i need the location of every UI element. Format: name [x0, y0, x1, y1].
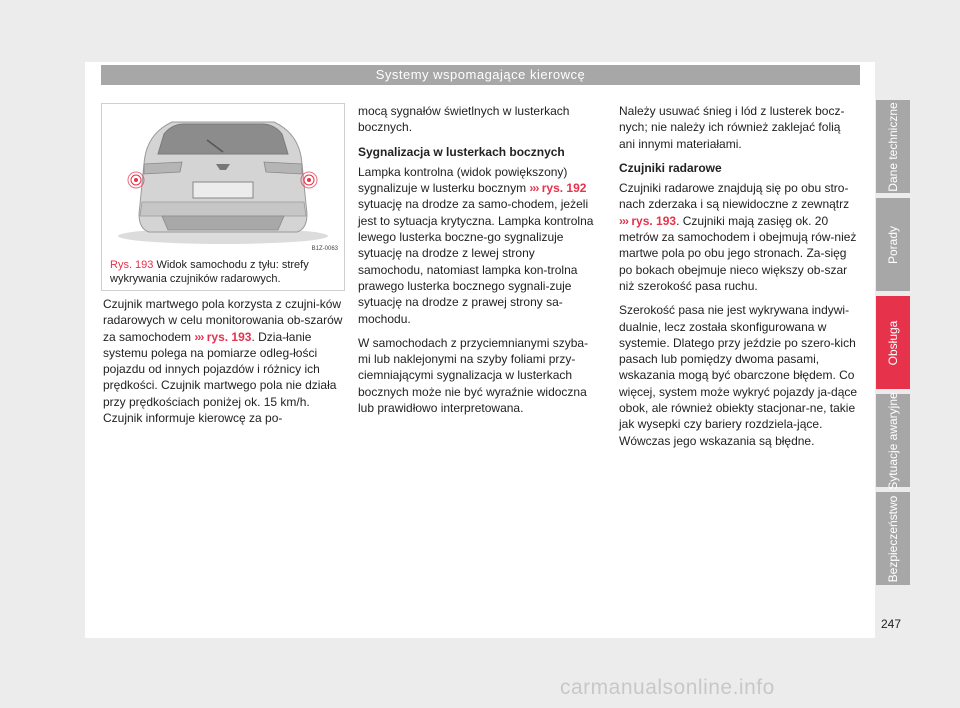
page-number: 247 — [880, 617, 902, 631]
figure-193 — [101, 103, 345, 291]
figure-caption-text: Widok samochodu z tyłu: strefy wykrywania czujników radarowych. — [110, 259, 309, 285]
paragraph-text: Czujnik martwego pola korzysta z czujni-ków radarowych w celu monitorowania ob-szarów za samochodem — [103, 297, 343, 344]
tab-bezpieczenstwo[interactable] — [876, 492, 910, 585]
text-column-2 — [358, 103, 600, 424]
arrows-ref-icon: ››› — [619, 213, 628, 228]
text-column-3 — [619, 103, 859, 457]
tab-obsluga[interactable] — [876, 296, 910, 389]
figure-code: B1Z-0063 — [311, 246, 338, 252]
figure-link[interactable]: rys. 193 — [206, 329, 252, 344]
figure-link[interactable]: rys. 193 — [631, 213, 677, 228]
paragraph-text: . Dzia-łanie systemu polega na pomiarze odleg-łości pojazdu od innych pojazdów i różnicy ich prędkości. Czujnik martwego pola nie działa przy prędkościach poniżej ok. 15 km/h. Czujnik informuje kierowcę za po- — [103, 329, 337, 426]
paragraph: mocą sygnałów świetlnych w lusterkach bocznych. — [358, 104, 570, 135]
watermark: carmanualsonline.info — [560, 676, 775, 699]
tab-porady[interactable] — [876, 198, 910, 291]
paragraph-text: sytuację na drodze za samo-chodem, jeżeli jest to sytuacja krytyczna. Lampka kontrolna lewego lusterka boczne-go sygnalizuje sytuację na drodze z lewej strony samochodu, natomiast lampka kon-trolna prawego lusterka bocznego sygnali-zuje sytuację na drodze z prawej strony sa-mochodu. — [358, 197, 594, 326]
arrows-ref-icon: ››› — [194, 329, 204, 344]
tab-label: Sytuacje awaryjne — [886, 391, 900, 490]
paragraph-text: Lampka kontrolna (widok powiększony) sygnalizuje w lusterku bocznym — [358, 164, 568, 196]
car-rear-illustration — [102, 104, 344, 254]
paragraph — [358, 164, 600, 327]
tab-label: Obsługa — [886, 320, 900, 365]
paragraph — [103, 296, 343, 426]
subheading: Czujniki radarowe — [619, 160, 722, 175]
paragraph: Należy usuwać śnieg i lód z lusterek bocz-nych; nie należy ich również zaklejać folią ani innymi materiałami. — [619, 104, 845, 151]
paragraph — [619, 180, 859, 294]
section-header: Systemy wspomagające kierowcę — [101, 65, 860, 85]
tab-label: Porady — [886, 225, 900, 264]
paragraph: Szerokość pasa nie jest wykrywana indywi-dualnie, lecz została skonfigurowana w systemie. Dlatego przy jeździe po szero-kich pasach lub pomiędzy dwoma pasami, wskazania mogą być obarczone błędem. Co więcej, system może wykryć pojazdy ja-dące obok, ale również obiekty stacjonar-ne, takie jak wysepki czy bariery rozdziela-jące. Wówczas jego wskazania są błędne. — [619, 303, 858, 448]
figure-link[interactable]: rys. 192 — [541, 181, 587, 196]
paragraph-text: . Czujniki mają zasięg ok. 20 metrów za samochodem i obejmują rów-nież martwe pola po obu jego stronach. Za-sięg po bokach obejmuje nieco większy ob-szar niż szerokość pasa ruchu. — [619, 213, 857, 293]
paragraph-text: Czujniki radarowe znajdują się po obu stro-nach zderzaka i są niewidoczne z zewnątrz — [619, 181, 850, 212]
arrows-ref-icon: ››› — [529, 181, 539, 196]
text-column-1 — [103, 296, 343, 434]
tab-label: Bezpieczeństwo — [886, 495, 900, 582]
figure-caption-ref: Rys. 193 — [110, 259, 154, 271]
subheading: Sygnalizacja w lusterkach bocznych — [358, 144, 565, 159]
tab-label: Dane techniczne — [886, 101, 900, 192]
tab-sytuacje-awaryjne[interactable] — [876, 391, 910, 490]
paragraph: W samochodach z przyciemnianymi szyba-mi lub naklejonymi na szyby foliami przy-ciemniającymi sygnalizacja w lusterkach bocznych może nie być wyraźnie widoczna lub prawidłowo interpretowana. — [358, 335, 589, 416]
figure-caption — [110, 258, 338, 286]
tab-dane-techniczne[interactable] — [876, 100, 910, 193]
